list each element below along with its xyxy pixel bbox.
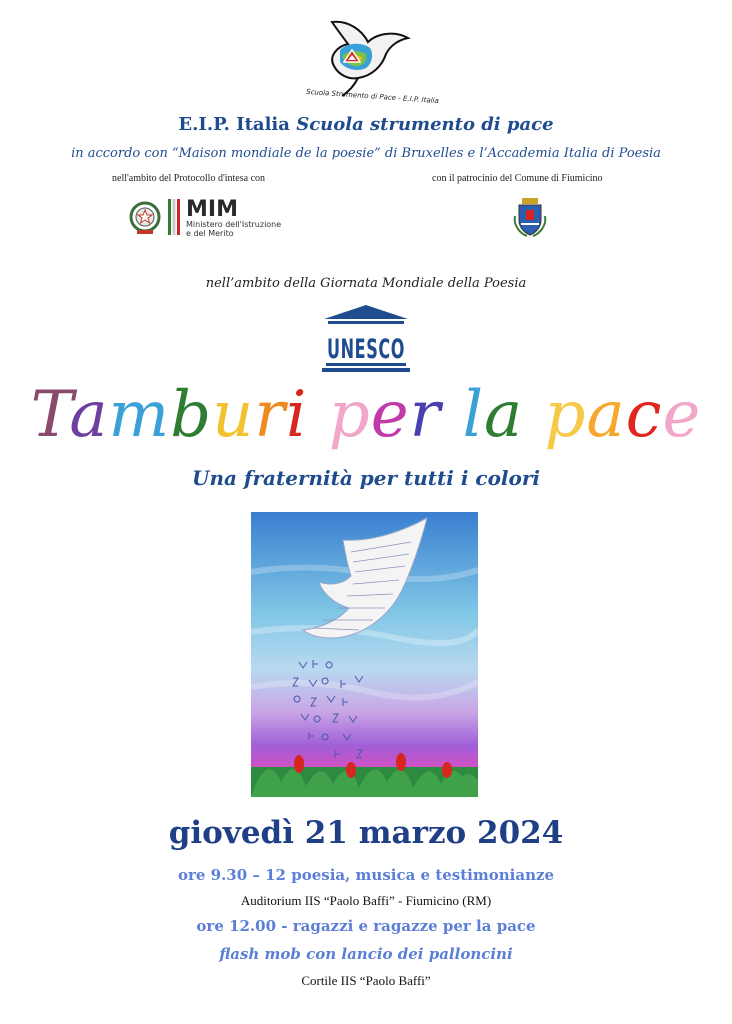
title-letter: T [30,378,70,452]
schedule-time-1: ore 9.30 – 12 poesia, musica e testimonianze [177,866,555,884]
unesco-label: UNESCO [327,334,405,365]
title-letter: m [108,378,171,452]
mim-flag-bars-icon [168,199,180,235]
title-letter: b [170,378,213,452]
dove-painting-image [251,512,478,797]
event-date: giovedì 21 marzo 2024 [168,815,564,851]
title-letter: c [625,378,663,452]
title-letter: p [544,378,587,452]
flash-mob-line: flash mob con lancio dei palloncini [219,945,513,963]
schedule-time-2: ore 12.00 - ragazzi e ragazze per la pace [196,917,536,935]
org-prefix: E.I.P. Italia [178,114,290,135]
title-letter: a [586,378,626,452]
org-name: Scuola strumento di pace [296,114,554,135]
mim-logo-title: MIM [186,197,238,222]
title-letter [307,378,328,452]
italian-republic-emblem-icon [128,199,162,237]
fiumicino-crest-icon [513,196,547,238]
main-title [0,378,732,452]
logo-caption: Scuola Strumento di Pace - E.I.P. Italia [305,87,440,106]
protocol-note: nell'ambito del Protocollo d'intesa con [112,173,266,184]
title-letter: a [69,378,109,452]
organization-line [0,114,732,135]
title-letter: l [462,378,485,452]
title-letter: p [328,378,371,452]
schedule-place-1: Auditorium IIS “Paolo Baffi” - Fiumicino (RM) [240,893,492,908]
mim-logo-subtitle [186,220,296,238]
title-letter [523,378,544,452]
giornata-line: nell’ambito della Giornata Mondiale della Poesia [205,276,527,291]
accord-line: in accordo con “Maison mondiale de la poesie” di Bruxelles e l’Accademia Italia di Poesia [71,146,661,161]
title-letter: a [484,378,524,452]
title-letter: u [212,378,255,452]
mim-sub-line-1: Ministero dell'Istruzione [186,220,282,229]
schedule-place-2: Cortile IIS “Paolo Baffi” [301,973,431,988]
title-letter: e [662,378,702,452]
title-letter: r [409,378,442,452]
title-letter: r [254,378,286,452]
subtitle: Una fraternità per tutti i colori [192,466,540,490]
unesco-logo [320,303,412,373]
title-letter [441,378,462,452]
mim-sub-line-2: e del Merito [186,229,234,238]
title-letter: i [285,378,308,452]
patronage-note: con il patrocinio del Comune di Fiumicino [432,173,603,184]
title-letter: e [370,378,410,452]
